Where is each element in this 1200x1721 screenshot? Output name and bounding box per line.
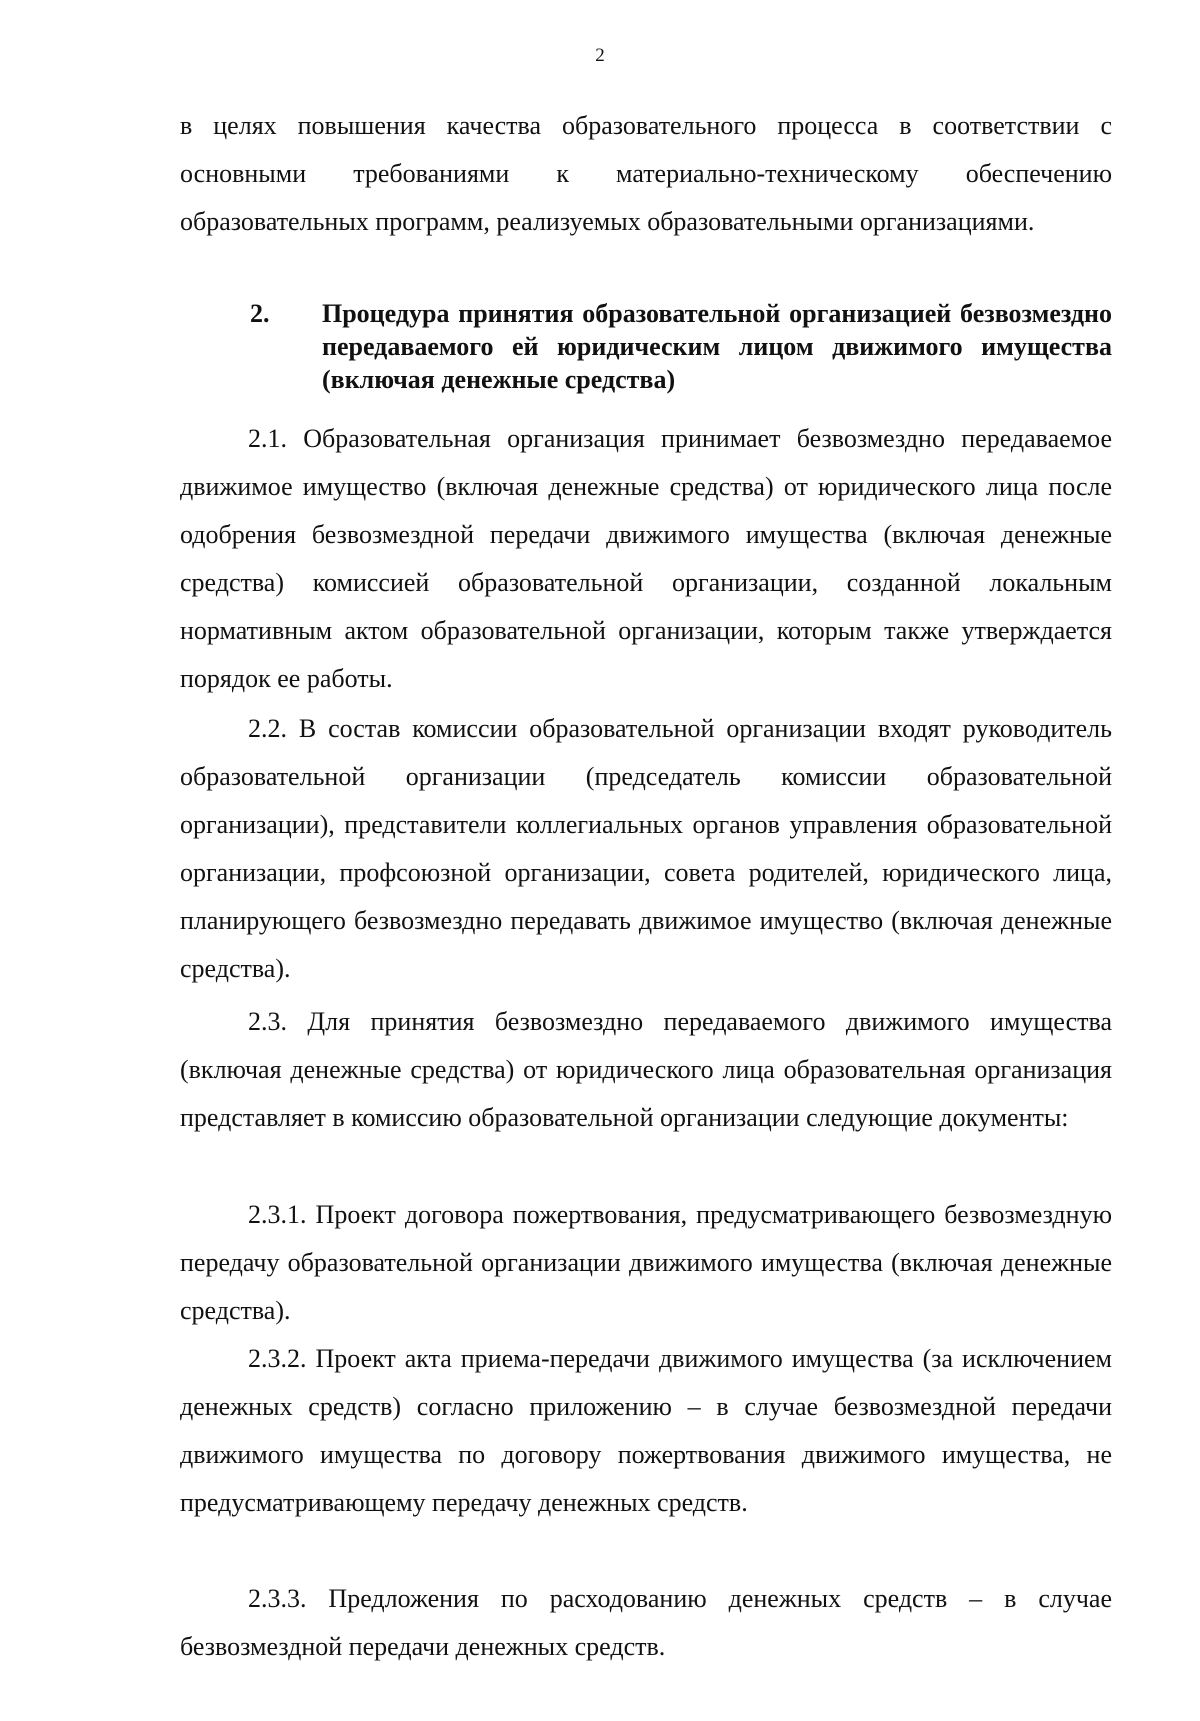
paragraph-2-3: 2.3. Для принятия безвозмездно передаваемого движимого имущества (включая денежные средства) от юридического лица образовательная организация представляет в комиссию образовательной организации следующие документы: <box>180 1007 1112 1132</box>
section-title: Процедура принятия образовательной организацией безвозмездно передаваемого ей юридическим лицом движимого имущества (включая денежные средства) <box>322 299 1112 394</box>
section-heading <box>250 297 1112 396</box>
section-number: 2. <box>250 299 270 328</box>
intro-paragraph: в целях повышения качества образовательного процесса в соответствии с основными требованиями к материально-техническому обеспечению образовательных программ, реализуемых образовательными организациями. <box>180 111 1112 236</box>
paragraph-2-3-2: 2.3.2. Проект акта приема-передачи движимого имущества (за исключением денежных средств) согласно приложению – в случае безвозмездной передачи движимого имущества по договору пожертвования движимого имущества, не предусматривающему передачу денежных средств. <box>180 1344 1112 1517</box>
paragraph-2-1: 2.1. Образовательная организация принимает безвозмездно передаваемое движимое имущество (включая денежные средства) от юридического лица после одобрения безвозмездной передачи движимого имущества (включая денежные средства) комиссией образовательной организации, созданной локальным нормативным актом образовательной организации, которым также утверждается порядок ее работы. <box>180 424 1112 693</box>
paragraph-2-3-3: 2.3.3. Предложения по расходованию денежных средств – в случае безвозмездной передачи денежных средств. <box>180 1584 1112 1661</box>
page-number: 2 <box>595 45 605 66</box>
paragraph-2-3-1: 2.3.1. Проект договора пожертвования, предусматривающего безвозмездную передачу образовательной организации движимого имущества (включая денежные средства). <box>180 1200 1112 1325</box>
paragraph-2-2: 2.2. В состав комиссии образовательной организации входят руководитель образовательной организации (председатель комиссии образовательной организации), представители коллегиальных органов управления образовательной организации, профсоюзной организации, совета родителей, юридического лица, планирующего безвозмездно передавать движимое имущество (включая денежные средства). <box>180 714 1112 983</box>
